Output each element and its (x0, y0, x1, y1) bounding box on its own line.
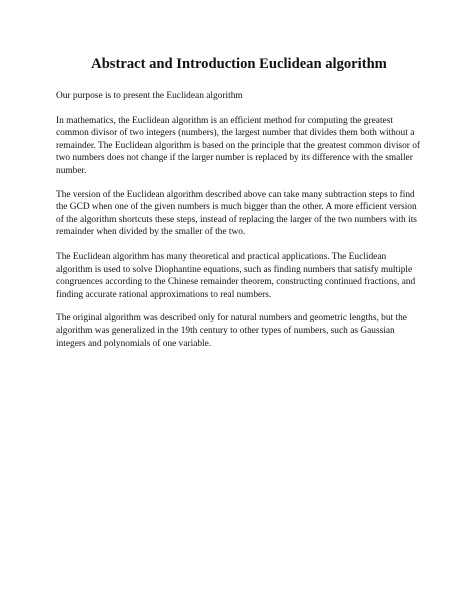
document-title: Abstract and Introduction Euclidean algorithm (91, 56, 387, 72)
paragraph-definition: In mathematics, the Euclidean algorithm is an efficient method for computing the greatest common divisor of two integers (numbers), the largest number that divides them both without a remainder. The Euclidean algorithm is based on the principle that the greatest common divisor of two numbers does not change if the larger number is replaced by its difference with the smaller number. (56, 115, 421, 176)
paragraph-applications: The Euclidean algorithm has many theoretical and practical applications. The Euclidean algorithm is used to solve Diophantine equations, such as finding numbers that satisfy multiple congruences according to the Chinese remainder theorem, constructing continued fractions, and finding accurate rational approximations to real numbers. (56, 251, 416, 300)
purpose-statement: Our purpose is to present the Euclidean algorithm (56, 91, 243, 101)
paragraph-generalization: The original algorithm was described only for natural numbers and geometric lengths, but the algorithm was generalized in the 19th century to other types of numbers, such as Gaussian integers and polynomials of one variable. (56, 313, 407, 349)
paragraph-efficiency: The version of the Euclidean algorithm described above can take many subtraction steps to find the GCD when one of the given numbers is much bigger than the other. A more efficient version of the algorithm shortcuts these steps, instead of replacing the larger of the two numbers with its remainder when divided by the smaller of the two. (56, 189, 417, 238)
